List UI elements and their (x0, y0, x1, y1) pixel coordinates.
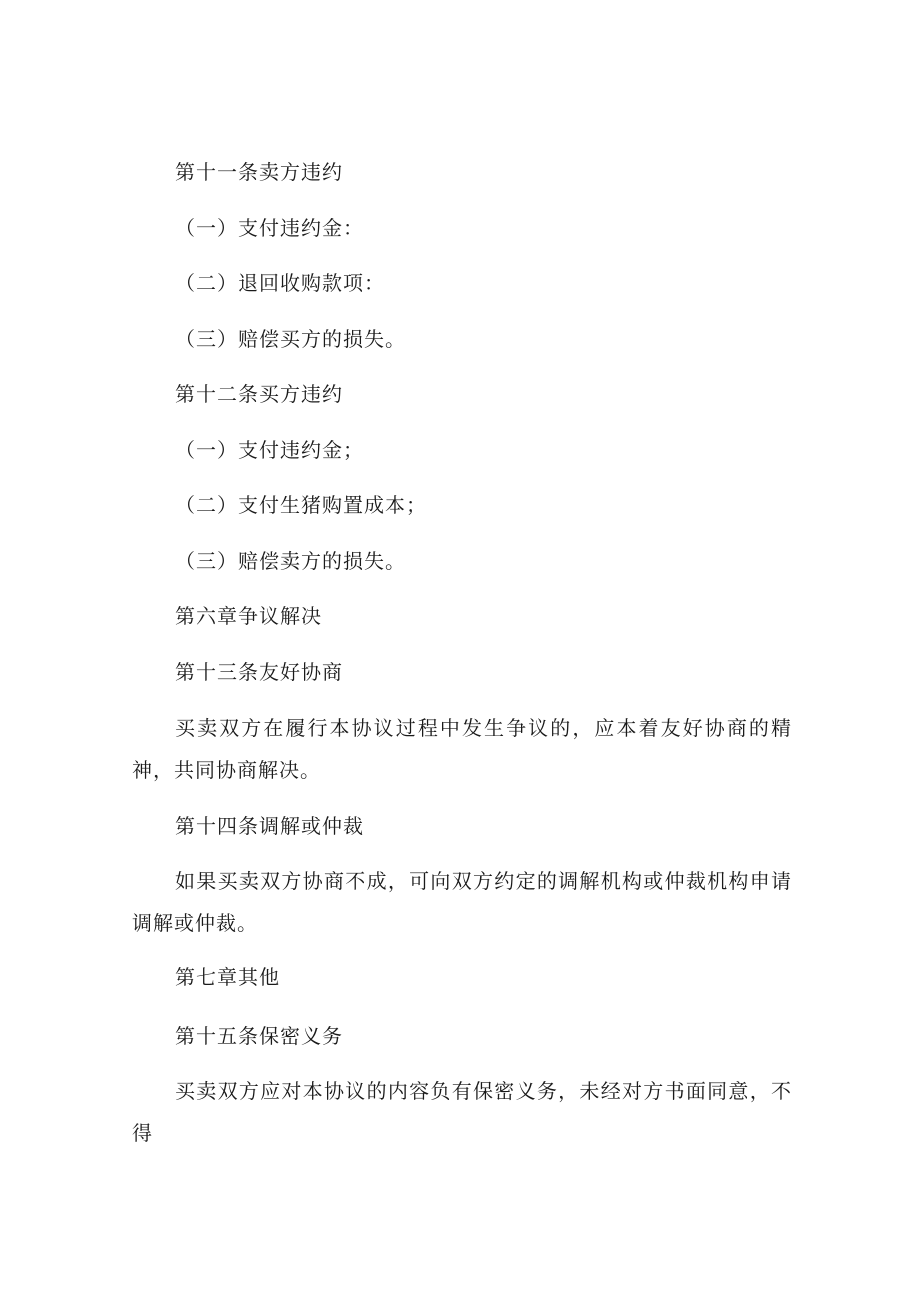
article-12-item-3: （三）赔偿卖方的损失。 (175, 549, 406, 573)
article-15-paragraph: 买卖双方应对本协议的内容负有保密义务，未经对方书面同意，不得 (132, 1079, 792, 1145)
chapter-7-heading: 第七章其他 (175, 965, 280, 989)
article-12-item-2: （二）支付生猪购置成本； (175, 493, 427, 517)
article-15-heading: 第十五条保密义务 (175, 1024, 343, 1048)
article-12-item-1: （一）支付违约金； (175, 438, 364, 462)
article-13-paragraph: 买卖双方在履行本协议过程中发生争议的，应本着友好协商的精神，共同协商解决。 (132, 716, 792, 782)
article-11-item-3: （三）赔偿买方的损失。 (175, 327, 406, 351)
article-11-item-1: （一）支付违约金： (175, 216, 364, 240)
article-14-paragraph: 如果买卖双方协商不成，可向双方约定的调解机构或仲裁机构申请调解或仲裁。 (132, 869, 792, 935)
article-13-heading: 第十三条友好协商 (175, 660, 343, 684)
article-11-item-2: （二）退回收购款项： (175, 271, 385, 295)
article-12-heading: 第十二条买方违约 (175, 382, 343, 406)
article-14-heading: 第十四条调解或仲裁 (175, 814, 364, 838)
article-11-heading: 第十一条卖方违约 (175, 160, 343, 184)
chapter-6-heading: 第六章争议解决 (175, 604, 322, 628)
